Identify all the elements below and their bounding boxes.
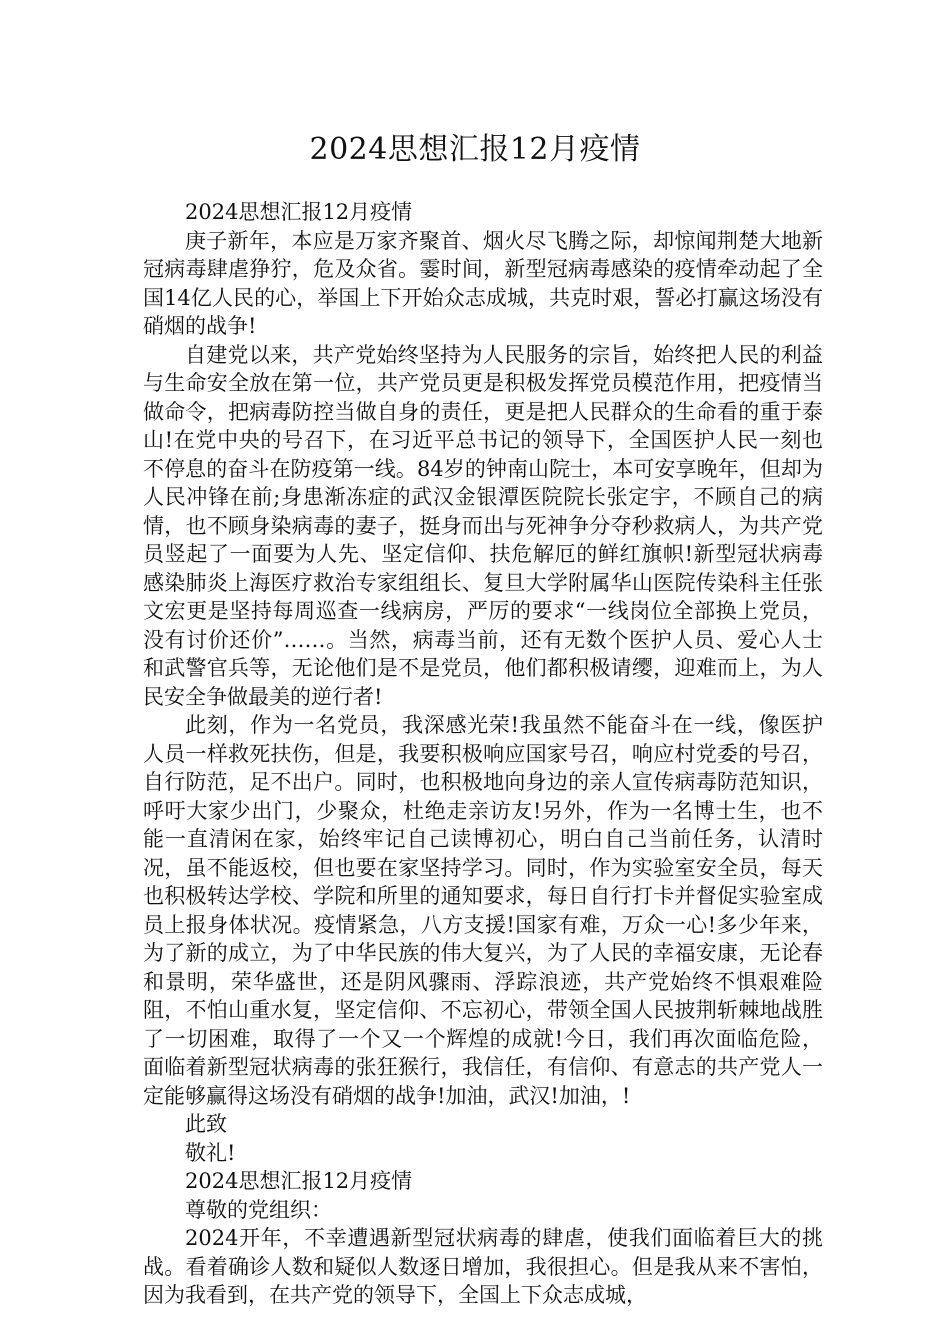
closing-line-1: 此致 <box>185 1112 227 1136</box>
document-title: 2024思想汇报12月疫情 <box>309 132 641 167</box>
body-paragraph-4: 2024开年，不幸遭遇新型冠状病毒的肆虐，使我们面临着巨大的挑战。看着确诊人数和疑似人数逐日增加，我很担心。但是我从来不害怕，因为我看到，在共产党的领导下，全国上下众志成城， <box>143 1226 823 1307</box>
body-paragraph-1: 庚子新年，本应是万家齐聚首、烟火尽飞腾之际，却惊闻荆楚大地新冠病毒肆虐狰狞，危及众省。霎时间，新型冠病毒感染的疫情牵动起了全国14亿人民的心，举国上下开始众志成城，共克时艰，誓必打赢这场没有硝烟的战争! <box>143 228 823 338</box>
closing-line-2: 敬礼! <box>185 1140 236 1165</box>
document-body <box>143 198 823 1310</box>
salutation: 尊敬的党组织： <box>185 1197 332 1222</box>
second-section-title: 2024思想汇报12月疫情 <box>185 1169 413 1193</box>
body-paragraph-2: 自建党以来，共产党始终坚持为人民服务的宗旨，始终把人民的利益与生命安全放在第一位，共产党员更是积极发挥党员模范作用，把疫情当做命令，把病毒防控当做自身的责任，更是把人民群众的生命看的重于泰山!在党中央的号召下，在习近平总书记的领导下，全国医护人民一刻也不停息的奋斗在防疫第一线。84岁的钟南山院士，本可安享晚年，但却为人民冲锋在前;身患渐冻症的武汉金银潭医院院长张定宇，不顾自己的病情，也不顾身染病毒的妻子，挺身而出与死神争分夺秒救病人，为共产党员竖起了一面要为人先、坚定信仰、扶危解厄的鲜红旗帜!新型冠状病毒感染肺炎上海医疗救治专家组组长、复旦大学附属华山医院传染科主任张文宏更是坚持每周巡查一线病房，严厉的要求“一线岗位全部换上党员，没有讨价还价”……。当然，病毒当前，还有无数个医护人员、爱心人士和武警官兵等，无论他们是不是党员，他们都积极请缨，迎难而上，为人民安全争做最美的逆行者! <box>143 342 823 709</box>
body-paragraph-3: 此刻，作为一名党员，我深感光荣!我虽然不能奋斗在一线，像医护人员一样救死扶伤，但是，我要积极响应国家号召，响应村党委的号召，自行防范，足不出户。同时，也积极地向身边的亲人宣传病毒防范知识，呼吁大家少出门，少聚众，杜绝走亲访友!另外，作为一名博士生，也不能一直清闲在家，始终牢记自己读博初心，明白自己当前任务，认清时况，虽不能返校，但也要在家坚持学习。同时，作为实验室安全员，每天也积极转达学校、学院和所里的通知要求，每日自行打卡并督促实验室成员上报身体状况。疫情紧急，八方支援!国家有难，万众一心!多少年来，为了新的成立，为了中华民族的伟大复兴，为了人民的幸福安康，无论春和景明，荣华盛世，还是阴风骤雨、浮踪浪迹，共产党始终不惧艰难险阻，不怕山重水复，坚定信仰、不忘初心，带领全国人民披荆斩棘地战胜了一切困难，取得了一个又一个辉煌的成就!今日，我们再次面临危险，面临着新型冠状病毒的张狂猴行，我信任，有信仰、有意志的共产党人一定能够赢得这场没有硝烟的战争!加油，武汉!加油，! <box>143 713 823 1108</box>
subtitle-paragraph: 2024思想汇报12月疫情 <box>185 200 413 224</box>
